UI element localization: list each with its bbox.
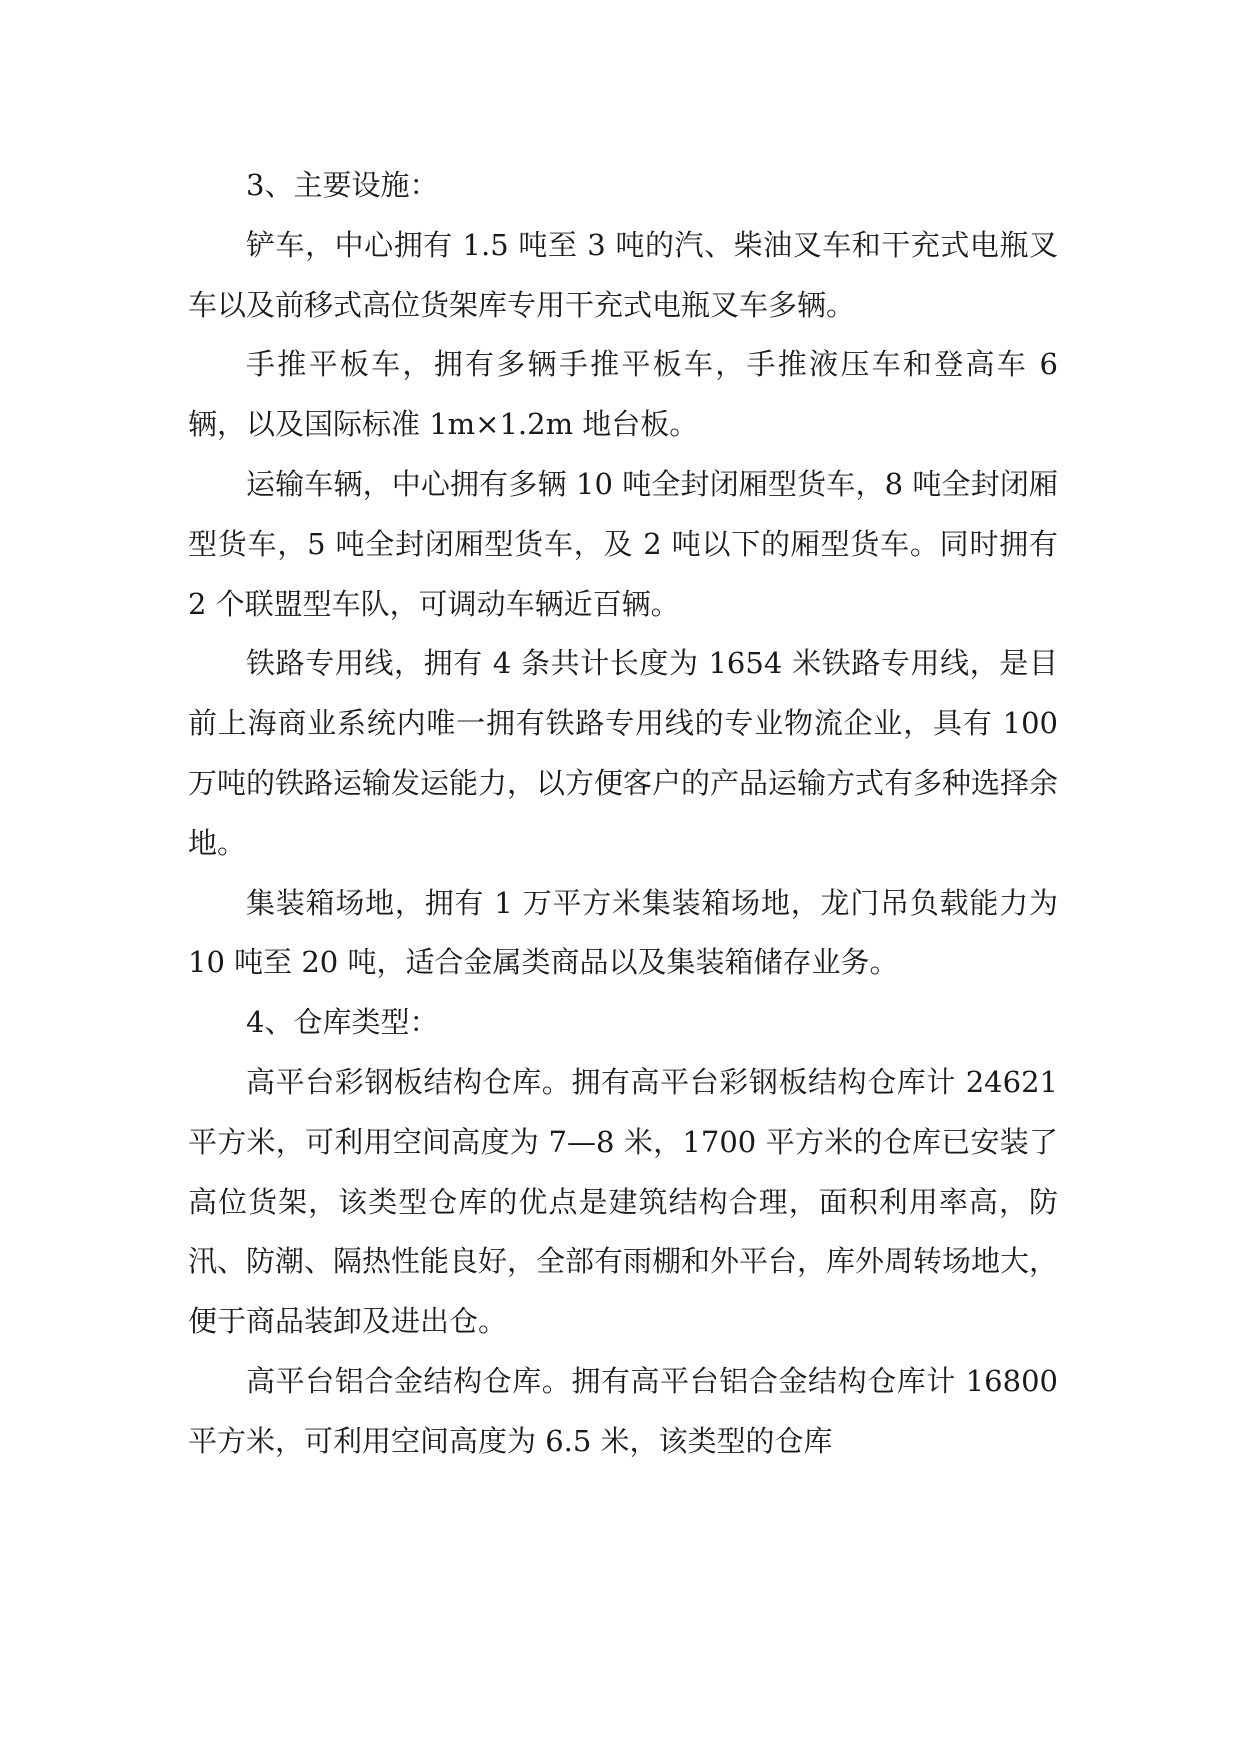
section-heading-warehouse-types: 4、仓库类型： — [246, 1005, 439, 1040]
paragraph-color-steel-warehouse: 高平台彩钢板结构仓库。拥有高平台彩钢板结构仓库计 24621 平方米，可利用空间高度为 7—8 米，1700 平方米的仓库已安装了高位货架，该类型仓库的优点是建筑结构合理，面积利用率高，防汛、防潮、隔热性能良好，全部有雨棚和外平台，库外周转场地大，便于商品装卸及进出仓。 — [188, 1064, 1059, 1339]
paragraph-hand-carts: 手推平板车，拥有多辆手推平板车，手推液压车和登高车 6 辆，以及国际标准 1m×1.2m 地台板。 — [188, 347, 1058, 442]
paragraph-railway-line: 铁路专用线，拥有 4 条共计长度为 1654 米铁路专用线，是目前上海商业系统内唯一拥有铁路专用线的专业物流企业，具有 100 万吨的铁路运输发运能力，以方便客户的产品运输方式有多种选择余地。 — [188, 646, 1059, 860]
paragraph-transport-vehicles: 运输车辆，中心拥有多辆 10 吨全封闭厢型货车，8 吨全封闭厢型货车，5 吨全封闭厢型货车，及 2 吨以下的厢型货车。同时拥有 2 个联盟型车队，可调动车辆近百辆。 — [188, 466, 1058, 621]
paragraph-aluminum-warehouse: 高平台铝合金结构仓库。拥有高平台铝合金结构仓库计 16800 平方米，可利用空间高度为 6.5 米，该类型的仓库 — [188, 1363, 1058, 1458]
paragraph-forklifts: 铲车，中心拥有 1.5 吨至 3 吨的汽、柴油叉车和干充式电瓶叉车以及前移式高位货架库专用干充式电瓶叉车多辆。 — [188, 227, 1058, 322]
section-heading-facilities: 3、主要设施： — [246, 168, 439, 202]
document-body — [188, 156, 1058, 1472]
paragraph-container-yard: 集装箱场地，拥有 1 万平方米集装箱场地，龙门吊负载能力为 10 吨至 20 吨，适合金属类商品以及集装箱储存业务。 — [188, 885, 1058, 980]
